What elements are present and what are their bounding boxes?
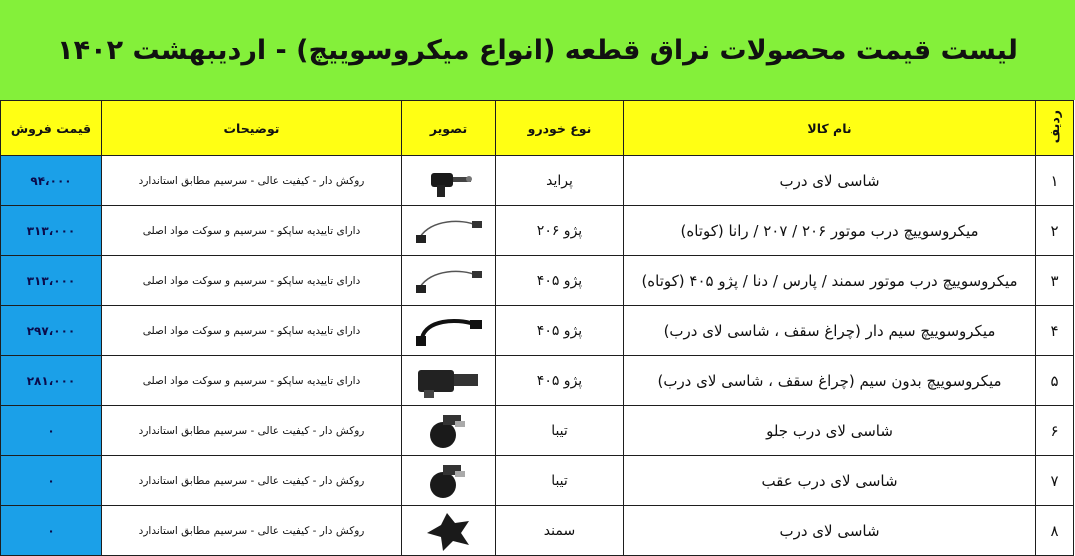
row-image bbox=[402, 356, 496, 406]
price-table bbox=[0, 100, 1074, 556]
row-index: ۱ bbox=[1036, 156, 1074, 206]
row-price: ۳۱۳،۰۰۰ bbox=[1, 256, 102, 306]
title-banner bbox=[0, 0, 1075, 100]
header-price: قیمت فروش bbox=[1, 101, 102, 156]
row-description: دارای تاییدیه ساپکو - سرسیم و سوکت مواد اصلی bbox=[102, 306, 402, 356]
row-product-name: میکروسوییچ بدون سیم (چراغ سقف ، شاسی لای درب) bbox=[624, 356, 1036, 406]
row-car-type: پراید bbox=[496, 156, 624, 206]
row-car-type: پژو ۴۰۵ bbox=[496, 356, 624, 406]
header-desc: توضیحات bbox=[102, 101, 402, 156]
coiled-wire-switch-icon bbox=[402, 312, 495, 350]
row-car-type: تیبا bbox=[496, 406, 624, 456]
pin-switch-icon bbox=[402, 163, 495, 199]
header-car: نوع خودرو bbox=[496, 101, 624, 156]
row-index: ۴ bbox=[1036, 306, 1074, 356]
row-product-name: میکروسوییچ درب موتور ۲۰۶ / ۲۰۷ / رانا (کوتاه) bbox=[624, 206, 1036, 256]
row-image bbox=[402, 506, 496, 556]
row-image bbox=[402, 256, 496, 306]
row-description: روکش دار - کیفیت عالی - سرسیم مطابق استاندارد bbox=[102, 506, 402, 556]
table-row bbox=[1, 306, 1074, 356]
round-switch-icon bbox=[402, 461, 495, 501]
table-row bbox=[1, 406, 1074, 456]
row-description: روکش دار - کیفیت عالی - سرسیم مطابق استاندارد bbox=[102, 406, 402, 456]
table-row bbox=[1, 456, 1074, 506]
wire-switch-icon bbox=[402, 213, 495, 249]
row-price: ۹۴،۰۰۰ bbox=[1, 156, 102, 206]
row-image bbox=[402, 206, 496, 256]
row-car-type: تیبا bbox=[496, 456, 624, 506]
row-index: ۵ bbox=[1036, 356, 1074, 406]
row-description: دارای تاییدیه ساپکو - سرسیم و سوکت مواد اصلی bbox=[102, 356, 402, 406]
row-car-type: سمند bbox=[496, 506, 624, 556]
table-row bbox=[1, 256, 1074, 306]
row-image bbox=[402, 156, 496, 206]
row-car-type: پژو ۴۰۵ bbox=[496, 306, 624, 356]
wire-switch-icon bbox=[402, 263, 495, 299]
row-product-name: میکروسوییچ سیم دار (چراغ سقف ، شاسی لای درب) bbox=[624, 306, 1036, 356]
row-car-type: پژو ۴۰۵ bbox=[496, 256, 624, 306]
row-index: ۷ bbox=[1036, 456, 1074, 506]
row-price: ۲۸۱،۰۰۰ bbox=[1, 356, 102, 406]
table-row bbox=[1, 206, 1074, 256]
row-price: ۰ bbox=[1, 456, 102, 506]
row-image bbox=[402, 406, 496, 456]
row-index: ۳ bbox=[1036, 256, 1074, 306]
row-image bbox=[402, 306, 496, 356]
row-product-name: شاسی لای درب bbox=[624, 156, 1036, 206]
row-description: روکش دار - کیفیت عالی - سرسیم مطابق استاندارد bbox=[102, 456, 402, 506]
table-header-row bbox=[1, 101, 1074, 156]
row-price: ۰ bbox=[1, 506, 102, 556]
row-product-name: میکروسوییچ درب موتور سمند / پارس / دنا / پژو ۴۰۵ (کوتاه) bbox=[624, 256, 1036, 306]
star-switch-icon bbox=[402, 509, 495, 553]
row-price: ۲۹۷،۰۰۰ bbox=[1, 306, 102, 356]
table-row bbox=[1, 156, 1074, 206]
page-title: لیست قیمت محصولات نراق قطعه (انواع میکروسوییچ) - اردیبهشت ۱۴۰۲ bbox=[57, 34, 1018, 66]
row-product-name: شاسی لای درب جلو bbox=[624, 406, 1036, 456]
row-description: دارای تاییدیه ساپکو - سرسیم و سوکت مواد اصلی bbox=[102, 256, 402, 306]
row-price: ۳۱۳،۰۰۰ bbox=[1, 206, 102, 256]
block-switch-icon bbox=[402, 362, 495, 400]
row-car-type: پژو ۲۰۶ bbox=[496, 206, 624, 256]
row-index: ۸ bbox=[1036, 506, 1074, 556]
row-image bbox=[402, 456, 496, 506]
row-product-name: شاسی لای درب عقب bbox=[624, 456, 1036, 506]
header-name: نام کالا bbox=[624, 101, 1036, 156]
round-switch-icon bbox=[402, 411, 495, 451]
row-description: دارای تاییدیه ساپکو - سرسیم و سوکت مواد اصلی bbox=[102, 206, 402, 256]
table-row bbox=[1, 506, 1074, 556]
row-description: روکش دار - کیفیت عالی - سرسیم مطابق استاندارد bbox=[102, 156, 402, 206]
row-index: ۲ bbox=[1036, 206, 1074, 256]
header-index: ردیف bbox=[1036, 101, 1074, 156]
row-product-name: شاسی لای درب bbox=[624, 506, 1036, 556]
table-row bbox=[1, 356, 1074, 406]
row-index: ۶ bbox=[1036, 406, 1074, 456]
row-price: ۰ bbox=[1, 406, 102, 456]
header-image: تصویر bbox=[402, 101, 496, 156]
